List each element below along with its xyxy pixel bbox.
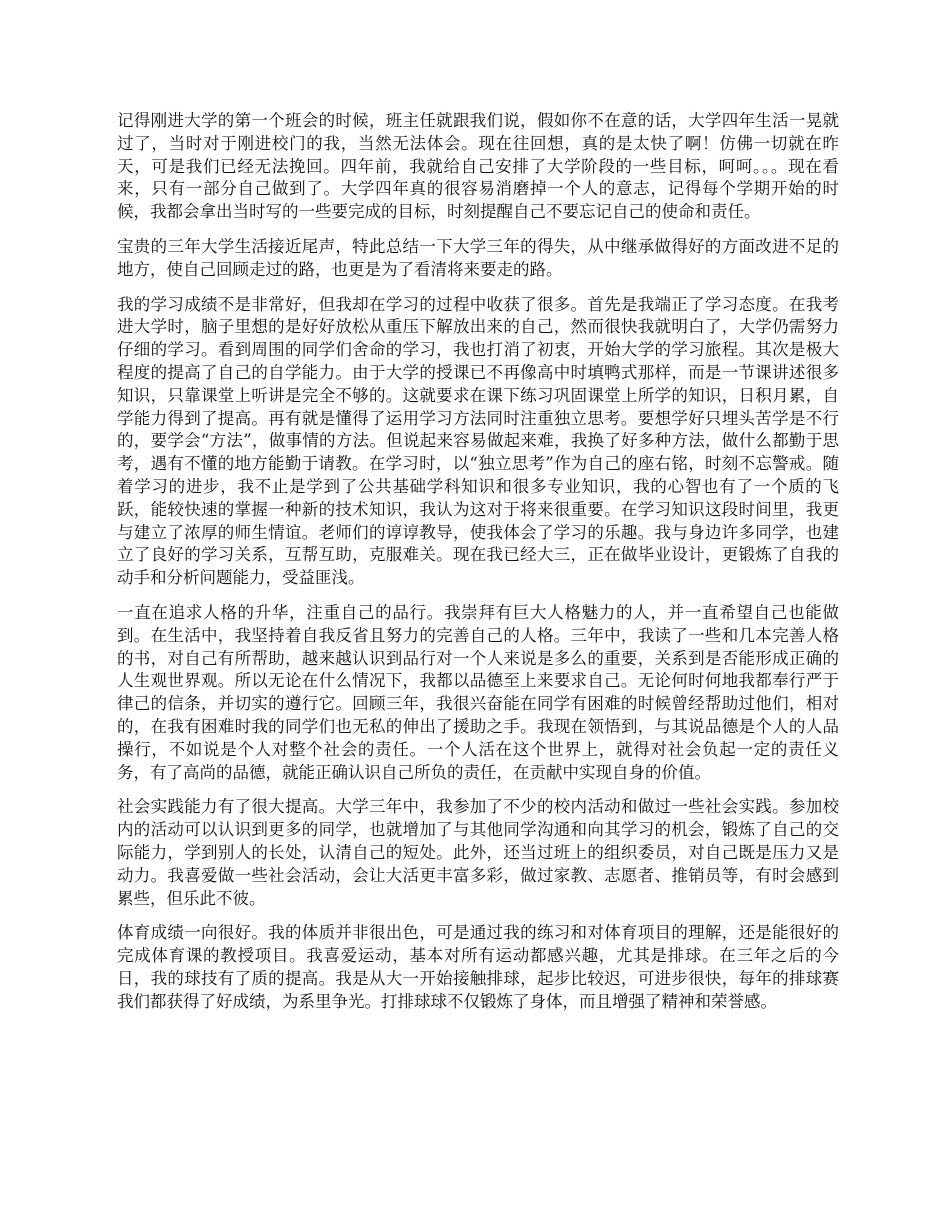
paragraph-2: 宝贵的三年大学生活接近尾声，特此总结一下大学三年的得失，从中继承做得好的方面改进不足的地方，使自己回顾走过的路，也更是为了看清将来要走的路。 — [117, 236, 839, 279]
paragraph-3: 我的学习成绩不是非常好，但我却在学习的过程中收获了很多。首先是我端正了学习态度。在我考进大学时，脑子里想的是好好放松从重压下解放出来的自己，然而很快我就明白了，大学仍需努力仔细的学习。看到周围的同学们舍命的学习，我也打消了初衷，开始大学的学习旅程。其次是极大程度的提高了自己的自学能力。由于大学的授课已不再像高中时填鸭式那样，而是一节课讲述很多知识，只靠课堂上听讲是完全不够的。这就要求在课下练习巩固课堂上所学的知识，日积月累，自学能力得到了提高。再有就是懂得了运用学习方法同时注重独立思考。要想学好只埋头苦学是不行的，要学会“方法”，做事情的方法。但说起来容易做起来难，我换了好多种方法，做什么都勤于思考，遇有不懂的地方能勤于请教。在学习时，以“独立思考”作为自己的座右铭，时刻不忘警戒。随着学习的进步，我不止是学到了公共基础学科知识和很多专业知识，我的心智也有了一个质的飞跃，能较快速的掌握一种新的技术知识，我认为这对于将来很重要。在学习知识这段时间里，我更与建立了浓厚的师生情谊。老师们的谆谆教导，使我体会了学习的乐趣。我与身边许多同学，也建立了良好的学习关系，互帮互助，克服难关。现在我已经大三，正在做毕业设计，更锻炼了自我的动手和分析问题能力，受益匪浅。 — [117, 294, 839, 588]
paragraph-6: 体育成绩一向很好。我的体质并非很出色，可是通过我的练习和对体育项目的理解，还是能很好的完成体育课的教授项目。我喜爱运动，基本对所有运动都感兴趣，尤其是排球。在三年之后的今日，我的球技有了质的提高。我是从大一开始接触排球，起步比较迟，可进步很快，每年的排球赛我们都获得了好成绩，为系里争光。打排球球不仅锻炼了身体，而且增强了精神和荣誉感。 — [117, 923, 839, 1011]
paragraph-5: 社会实践能力有了很大提高。大学三年中，我参加了不少的校内活动和做过一些社会实践。参加校内的活动可以认识到更多的同学，也就增加了与其他同学沟通和向其学习的机会，锻炼了自己的交际能力，学到别人的长处，认清自己的短处。此外，还当过班上的组织委员，对自己既是压力又是动力。我喜爱做一些社会活动，会让大活更丰富多彩，做过家教、志愿者、推销员等，有时会感到累些，但乐此不彼。 — [117, 797, 839, 908]
paragraph-4: 一直在追求人格的升华，注重自己的品行。我崇拜有巨大人格魅力的人，并一直希望自己也能做到。在生活中，我坚持着自我反省且努力的完善自己的人格。三年中，我读了一些和几本完善人格的书，对自己有所帮助，越来越认识到品行对一个人来说是多么的重要，关系到是否能形成正确的人生观世界观。所以无论在什么情况下，我都以品德至上来要求自己。无论何时何地我都奉行严于律己的信条，并切实的遵行它。回顾三年，我很兴奋能在同学有困难的时候曾经帮助过他们，相对的，在我有困难时我的同学们也无私的伸出了援助之手。我现在领悟到，与其说品德是个人的人品操行，不如说是个人对整个社会的责任。一个人活在这个世界上，就得对社会负起一定的责任义务，有了高尚的品德，就能正确认识自己所负的责任，在贡献中实现自身的价值。 — [117, 602, 839, 782]
document-page — [117, 110, 839, 1025]
paragraph-1: 记得刚进大学的第一个班会的时候，班主任就跟我们说，假如你不在意的话，大学四年生活一晃就过了，当时对于刚进校门的我，当然无法体会。现在往回想，真的是太快了啊！仿佛一切就在昨天，可是我们已经无法挽回。四年前，我就给自己安排了大学阶段的一些目标，呵呵。。。现在看来，只有一部分自己做到了。大学四年真的很容易消磨掉一个人的意志，记得每个学期开始的时候，我都会拿出当时写的一些要完成的目标，时刻提醒自己不要忘记自己的使命和责任。 — [117, 111, 839, 222]
